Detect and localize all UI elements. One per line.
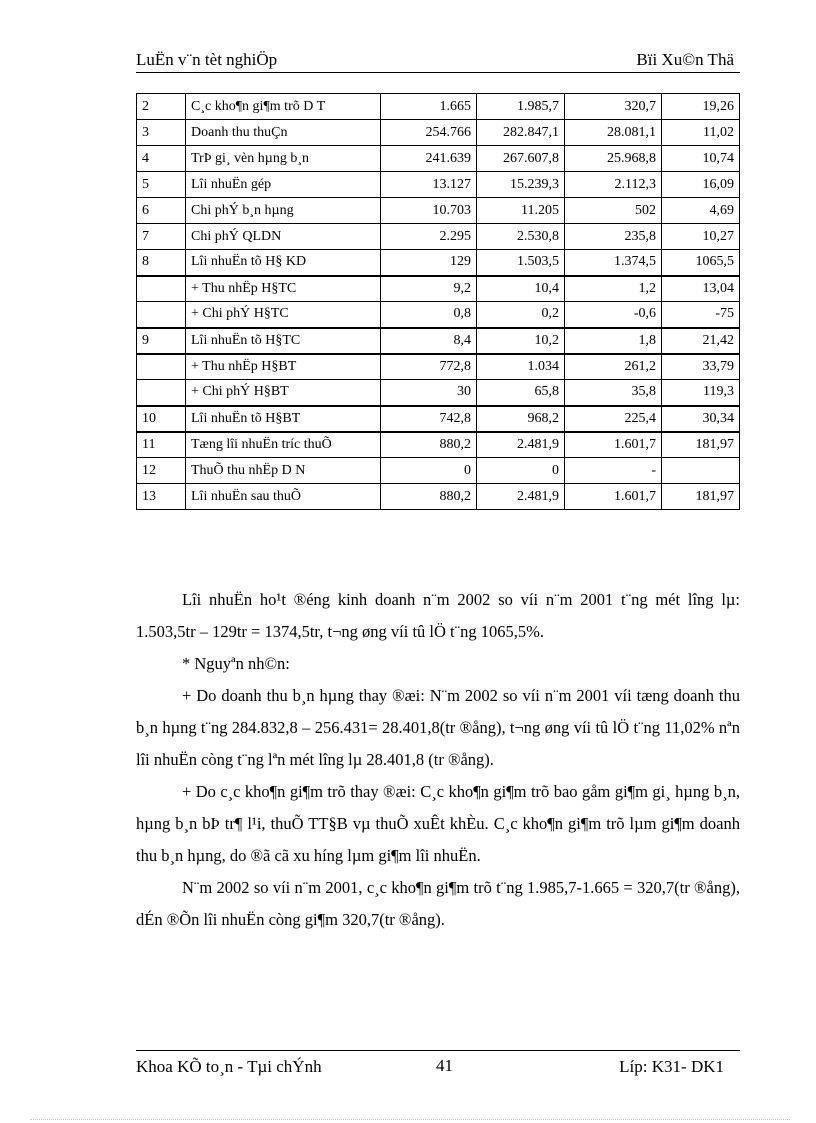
cell-percent-change: 13,04 xyxy=(662,276,740,302)
cell-row-number: 2 xyxy=(137,94,186,120)
cell-value-2001: 1.665 xyxy=(381,94,477,120)
cell-value-2002: 2.481,9 xyxy=(477,484,565,510)
cell-row-number: 7 xyxy=(137,224,186,250)
cell-item-name: Lîi nhuËn gép xyxy=(186,172,381,198)
cell-value-2001: 9,2 xyxy=(381,276,477,302)
cell-value-2002: 968,2 xyxy=(477,406,565,432)
cell-value-2002: 10,4 xyxy=(477,276,565,302)
cell-row-number xyxy=(137,302,186,328)
paragraph-causes-heading: * Nguyªn nh©n: xyxy=(182,654,290,673)
table-row xyxy=(137,198,740,224)
cell-row-number: 3 xyxy=(137,120,186,146)
cell-item-name: Lîi nhuËn tõ H§TC xyxy=(186,328,381,354)
cell-item-name: Chi phÝ b¸n hµng xyxy=(186,198,381,224)
cell-value-2002: 1.985,7 xyxy=(477,94,565,120)
cell-row-number xyxy=(137,276,186,302)
cell-item-name: Lîi nhuËn sau thuÕ xyxy=(186,484,381,510)
page-edge-divider xyxy=(30,1119,790,1120)
cell-row-number: 8 xyxy=(137,250,186,276)
cell-value-2002: 267.607,8 xyxy=(477,146,565,172)
table-row xyxy=(137,172,740,198)
cell-value-2001: 10.703 xyxy=(381,198,477,224)
cell-value-2001: 772,8 xyxy=(381,354,477,380)
cell-row-number xyxy=(137,354,186,380)
cell-value-2002: 282.847,1 xyxy=(477,120,565,146)
cell-value-2002: 1.034 xyxy=(477,354,565,380)
cell-item-name: Chi phÝ QLDN xyxy=(186,224,381,250)
cell-item-name: + Thu nhËp H§TC xyxy=(186,276,381,302)
table-row xyxy=(137,380,740,406)
table-row xyxy=(137,120,740,146)
cell-value-2001: 880,2 xyxy=(381,432,477,458)
cell-percent-change: 181,97 xyxy=(662,432,740,458)
paragraph-deductions-change: + Do c¸c kho¶n gi¶m trõ thay ®æi: C¸c kho¶n gi¶m trõ bao gåm gi¶m gi¸ hµng b¸n, hµng b¸n bÞ tr¶ l¹i, thuÕ TT§B vµ thuÕ xuÊt khÈu. C¸c kho¶n gi¶m trõ lµm gi¶m doanh thu b¸n hµng, do ®ã cã xu híng lµm gi¶m lîi nhuËn. xyxy=(136,782,740,865)
cell-percent-change: 30,34 xyxy=(662,406,740,432)
cell-percent-change: 4,69 xyxy=(662,198,740,224)
cell-difference: - xyxy=(565,458,662,484)
cell-percent-change: 19,26 xyxy=(662,94,740,120)
table-row xyxy=(137,484,740,510)
cell-percent-change: 33,79 xyxy=(662,354,740,380)
cell-value-2001: 742,8 xyxy=(381,406,477,432)
table-row xyxy=(137,458,740,484)
cell-row-number: 9 xyxy=(137,328,186,354)
table-row xyxy=(137,276,740,302)
paragraph-profit-summary: Lîi nhuËn ho¹t ®éng kinh doanh n¨m 2002 so víi n¨m 2001 t¨ng mét lîng lµ: 1.503,5tr – 129tr = 1374,5tr, t¬ng øng víi tû lÖ t¨ng 1065,5%. xyxy=(136,590,740,641)
cell-value-2002: 0 xyxy=(477,458,565,484)
cell-row-number: 10 xyxy=(137,406,186,432)
cell-difference: 35,8 xyxy=(565,380,662,406)
table-row xyxy=(137,250,740,276)
footer-class: Líp: K31- DK1 xyxy=(619,1057,724,1076)
page-footer xyxy=(136,1050,740,1076)
cell-value-2002: 1.503,5 xyxy=(477,250,565,276)
cell-value-2002: 15.239,3 xyxy=(477,172,565,198)
table-row xyxy=(137,302,740,328)
cell-difference: 502 xyxy=(565,198,662,224)
header-thesis-title: LuËn v¨n tèt nghiÖp xyxy=(136,50,278,69)
cell-value-2001: 30 xyxy=(381,380,477,406)
cell-percent-change: 1065,5 xyxy=(662,250,740,276)
cell-difference: 1.374,5 xyxy=(565,250,662,276)
table-row xyxy=(137,354,740,380)
cell-value-2001: 129 xyxy=(381,250,477,276)
cell-value-2002: 65,8 xyxy=(477,380,565,406)
table-row xyxy=(137,328,740,354)
cell-item-name: + Chi phÝ H§BT xyxy=(186,380,381,406)
cell-difference: 261,2 xyxy=(565,354,662,380)
cell-row-number xyxy=(137,380,186,406)
cell-value-2001: 880,2 xyxy=(381,484,477,510)
cell-item-name: Lîi nhuËn tõ H§BT xyxy=(186,406,381,432)
cell-row-number: 13 xyxy=(137,484,186,510)
cell-value-2002: 10,2 xyxy=(477,328,565,354)
cell-value-2001: 254.766 xyxy=(381,120,477,146)
cell-difference: 225,4 xyxy=(565,406,662,432)
page-number: 41 xyxy=(436,1056,453,1075)
paragraph-deductions-result: N¨m 2002 so víi n¨m 2001, c¸c kho¶n gi¶m trõ t¨ng 1.985,7-1.665 = 320,7(tr ®ång), dÉn ®Õn lîi nhuËn còng gi¶m 320,7(tr ®ång). xyxy=(136,878,740,929)
cell-row-number: 4 xyxy=(137,146,186,172)
cell-item-name: TrÞ gi¸ vèn hµng b¸n xyxy=(186,146,381,172)
page-header xyxy=(136,50,740,73)
table-row xyxy=(137,406,740,432)
cell-percent-change: 119,3 xyxy=(662,380,740,406)
cell-item-name: ThuÕ thu nhËp D N xyxy=(186,458,381,484)
paragraph-revenue-change: + Do doanh thu b¸n hµng thay ®æi: N¨m 2002 so víi n¨m 2001 víi tæng doanh thu b¸n hµng t¨ng 284.832,8 – 256.431= 28.401,8(tr ®ång), t¬ng øng víi tû lÖ t¨ng 11,02% nªn lîi nhuËn còng t¨ng lªn mét lîng lµ 28.401,8 (tr ®ång). xyxy=(136,686,740,769)
cell-percent-change: 11,02 xyxy=(662,120,740,146)
cell-value-2001: 241.639 xyxy=(381,146,477,172)
cell-value-2001: 0 xyxy=(381,458,477,484)
cell-value-2001: 13.127 xyxy=(381,172,477,198)
cell-percent-change: 10,27 xyxy=(662,224,740,250)
cell-value-2002: 11.205 xyxy=(477,198,565,224)
table-row xyxy=(137,432,740,458)
cell-difference: 1,8 xyxy=(565,328,662,354)
footer-faculty: Khoa KÕ to¸n - Tµi chÝnh xyxy=(136,1057,322,1076)
cell-percent-change xyxy=(662,458,740,484)
analysis-text xyxy=(136,584,740,936)
table-row xyxy=(137,224,740,250)
cell-value-2001: 8,4 xyxy=(381,328,477,354)
cell-value-2002: 2.481,9 xyxy=(477,432,565,458)
header-author-name: Bïi Xu©n Thä xyxy=(636,50,734,69)
cell-item-name: Doanh thu thuÇn xyxy=(186,120,381,146)
cell-item-name: + Chi phÝ H§TC xyxy=(186,302,381,328)
cell-percent-change: 16,09 xyxy=(662,172,740,198)
cell-row-number: 5 xyxy=(137,172,186,198)
cell-difference: 2.112,3 xyxy=(565,172,662,198)
cell-row-number: 11 xyxy=(137,432,186,458)
cell-percent-change: 181,97 xyxy=(662,484,740,510)
cell-value-2002: 0,2 xyxy=(477,302,565,328)
cell-item-name: C¸c kho¶n gi¶m trõ D T xyxy=(186,94,381,120)
cell-difference: 1.601,7 xyxy=(565,432,662,458)
cell-difference: -0,6 xyxy=(565,302,662,328)
cell-difference: 1,2 xyxy=(565,276,662,302)
cell-item-name: Tæng lîi nhuËn tríc thuÕ xyxy=(186,432,381,458)
profit-table xyxy=(136,93,740,510)
cell-difference: 320,7 xyxy=(565,94,662,120)
cell-difference: 1.601,7 xyxy=(565,484,662,510)
cell-row-number: 6 xyxy=(137,198,186,224)
profit-table-body xyxy=(137,94,740,510)
cell-percent-change: -75 xyxy=(662,302,740,328)
table-row xyxy=(137,146,740,172)
cell-value-2001: 2.295 xyxy=(381,224,477,250)
cell-row-number: 12 xyxy=(137,458,186,484)
cell-percent-change: 21,42 xyxy=(662,328,740,354)
cell-value-2001: 0,8 xyxy=(381,302,477,328)
cell-item-name: Lîi nhuËn tõ H§ KD xyxy=(186,250,381,276)
cell-difference: 235,8 xyxy=(565,224,662,250)
cell-difference: 28.081,1 xyxy=(565,120,662,146)
cell-value-2002: 2.530,8 xyxy=(477,224,565,250)
cell-difference: 25.968,8 xyxy=(565,146,662,172)
cell-item-name: + Thu nhËp H§BT xyxy=(186,354,381,380)
cell-percent-change: 10,74 xyxy=(662,146,740,172)
table-row xyxy=(137,94,740,120)
